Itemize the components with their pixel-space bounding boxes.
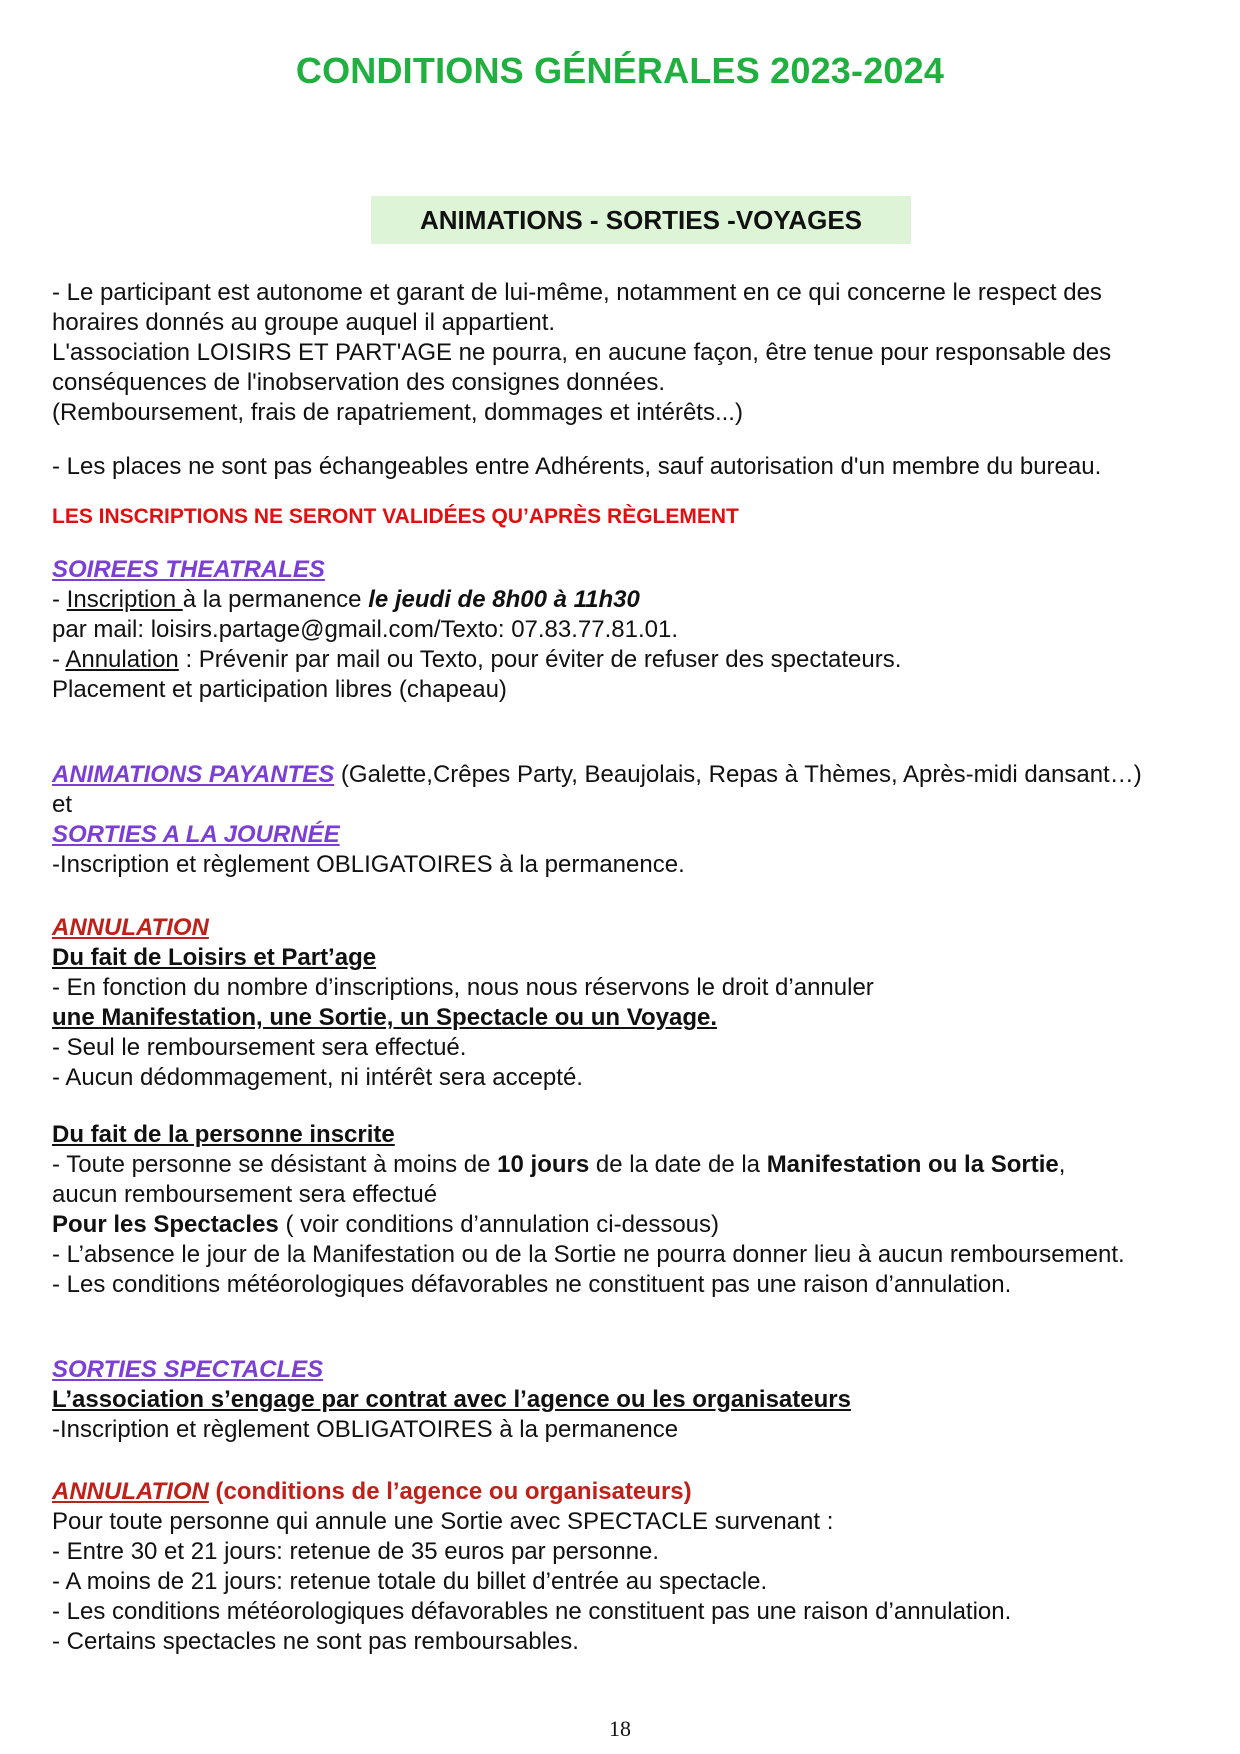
inscription-label: Inscription bbox=[66, 586, 183, 613]
annulation-line-2: une Manifestation, une Sortie, un Spectacle ou un Voyage. bbox=[52, 1004, 717, 1031]
intro-line-5: (Remboursement, frais de rapatriement, dommages et intérêts...) bbox=[52, 399, 743, 426]
spectacles-contract: L’association s’engage par contrat avec l’agence ou les organisateurs bbox=[52, 1386, 851, 1413]
permanence-hours: le jeudi de 8h00 à 11h30 bbox=[368, 586, 640, 613]
annulation2-line-1: Pour toute personne qui annule une Sortie avec SPECTACLE survenant : bbox=[52, 1508, 834, 1535]
annulation2-heading: ANNULATION bbox=[52, 1478, 209, 1505]
intro-line-2: horaires donnés au groupe auquel il appartient. bbox=[52, 309, 556, 336]
annulation-text: : Prévenir par mail ou Texto, pour éviter de refuser des spectateurs. bbox=[178, 646, 902, 673]
theatre-annulation-line bbox=[52, 645, 901, 675]
permanence-text: à la permanence bbox=[182, 586, 369, 613]
theatre-contact: par mail: loisirs.partage@gmail.com/Texto: 07.83.77.81.01. bbox=[52, 616, 679, 643]
annulation-line-7 bbox=[52, 1210, 719, 1240]
payantes-heading: ANIMATIONS PAYANTES bbox=[52, 761, 335, 788]
spectacles-heading: SORTIES SPECTACLES bbox=[52, 1356, 324, 1383]
text: ( voir conditions d’annulation ci-dessous) bbox=[278, 1211, 720, 1238]
annulation-heading: ANNULATION bbox=[52, 914, 209, 941]
annulation-label: Annulation bbox=[65, 646, 179, 673]
registration-warning: LES INSCRIPTIONS NE SERONT VALIDÉES QU’APRÈS RÈGLEMENT bbox=[52, 505, 739, 528]
payantes-inscription: -Inscription et règlement OBLIGATOIRES à la permanence. bbox=[52, 851, 685, 878]
payantes-list: (Galette,Crêpes Party, Beaujolais, Repas à Thèmes, Après-midi dansant…) bbox=[334, 761, 1142, 788]
text: de la date de la bbox=[589, 1151, 767, 1178]
intro-line-1: - Le participant est autonome et garant de lui-même, notamment en ce qui concerne le respect des bbox=[52, 279, 1102, 306]
theatre-heading: SOIREES THEATRALES bbox=[52, 556, 325, 583]
intro-line-6: - Les places ne sont pas échangeables entre Adhérents, sauf autorisation d'un membre du bureau. bbox=[52, 453, 1102, 480]
annulation2-heading-line bbox=[52, 1477, 692, 1507]
annulation-line-8: - L’absence le jour de la Manifestation ou de la Sortie ne pourra donner lieu à aucun remboursement. bbox=[52, 1241, 1125, 1268]
annulation-sub-person: Du fait de la personne inscrite bbox=[52, 1121, 395, 1148]
dash: - bbox=[52, 586, 67, 613]
annulation-line-9: - Les conditions météorologiques défavorables ne constituent pas une raison d’annulation. bbox=[52, 1271, 1012, 1298]
annulation2-heading-rest: (conditions de l’agence ou organisateurs) bbox=[208, 1478, 692, 1505]
text: - Toute personne se désistant à moins de bbox=[52, 1151, 498, 1178]
annulation-line-3: - Seul le remboursement sera effectué. bbox=[52, 1034, 467, 1061]
dash: - bbox=[52, 646, 66, 673]
annulation-sub-association: Du fait de Loisirs et Part’age bbox=[52, 944, 377, 971]
annulation-line-4: - Aucun dédommagement, ni intérêt sera accepté. bbox=[52, 1064, 583, 1091]
spectacles-label: Pour les Spectacles bbox=[52, 1211, 279, 1238]
intro-line-4: conséquences de l'inobservation des consignes données. bbox=[52, 369, 666, 396]
sorties-journee-heading: SORTIES A LA JOURNÉE bbox=[52, 821, 340, 848]
annulation2-line-3: - A moins de 21 jours: retenue totale du billet d’entrée au spectacle. bbox=[52, 1568, 768, 1595]
annulation2-line-5: - Certains spectacles ne sont pas remboursables. bbox=[52, 1628, 579, 1655]
theatre-inscription-line bbox=[52, 585, 640, 615]
payantes-et: et bbox=[52, 791, 73, 818]
section-banner: ANIMATIONS - SORTIES -VOYAGES bbox=[371, 196, 911, 244]
annulation-line-6: aucun remboursement sera effectué bbox=[52, 1181, 438, 1208]
annulation-line-1: - En fonction du nombre d’inscriptions, nous nous réservons le droit d’annuler bbox=[52, 974, 874, 1001]
intro-line-3: L'association LOISIRS ET PART'AGE ne pourra, en aucune façon, être tenue pour responsable des bbox=[52, 339, 1112, 366]
manifestation-sortie: Manifestation ou la Sortie bbox=[766, 1151, 1059, 1178]
ten-days: 10 jours bbox=[497, 1151, 590, 1178]
page-number: 18 bbox=[609, 1716, 631, 1741]
spectacles-inscription: -Inscription et règlement OBLIGATOIRES à la permanence bbox=[52, 1416, 679, 1443]
annulation2-line-4: - Les conditions météorologiques défavorables ne constituent pas une raison d’annulation. bbox=[52, 1598, 1012, 1625]
theatre-placement: Placement et participation libres (chapeau) bbox=[52, 676, 507, 703]
annulation-line-5 bbox=[52, 1150, 1065, 1180]
page-title: CONDITIONS GÉNÉRALES 2023-2024 bbox=[295, 50, 945, 91]
payantes-line bbox=[52, 760, 1142, 790]
text: , bbox=[1058, 1151, 1066, 1178]
annulation2-line-2: - Entre 30 et 21 jours: retenue de 35 euros par personne. bbox=[52, 1538, 660, 1565]
